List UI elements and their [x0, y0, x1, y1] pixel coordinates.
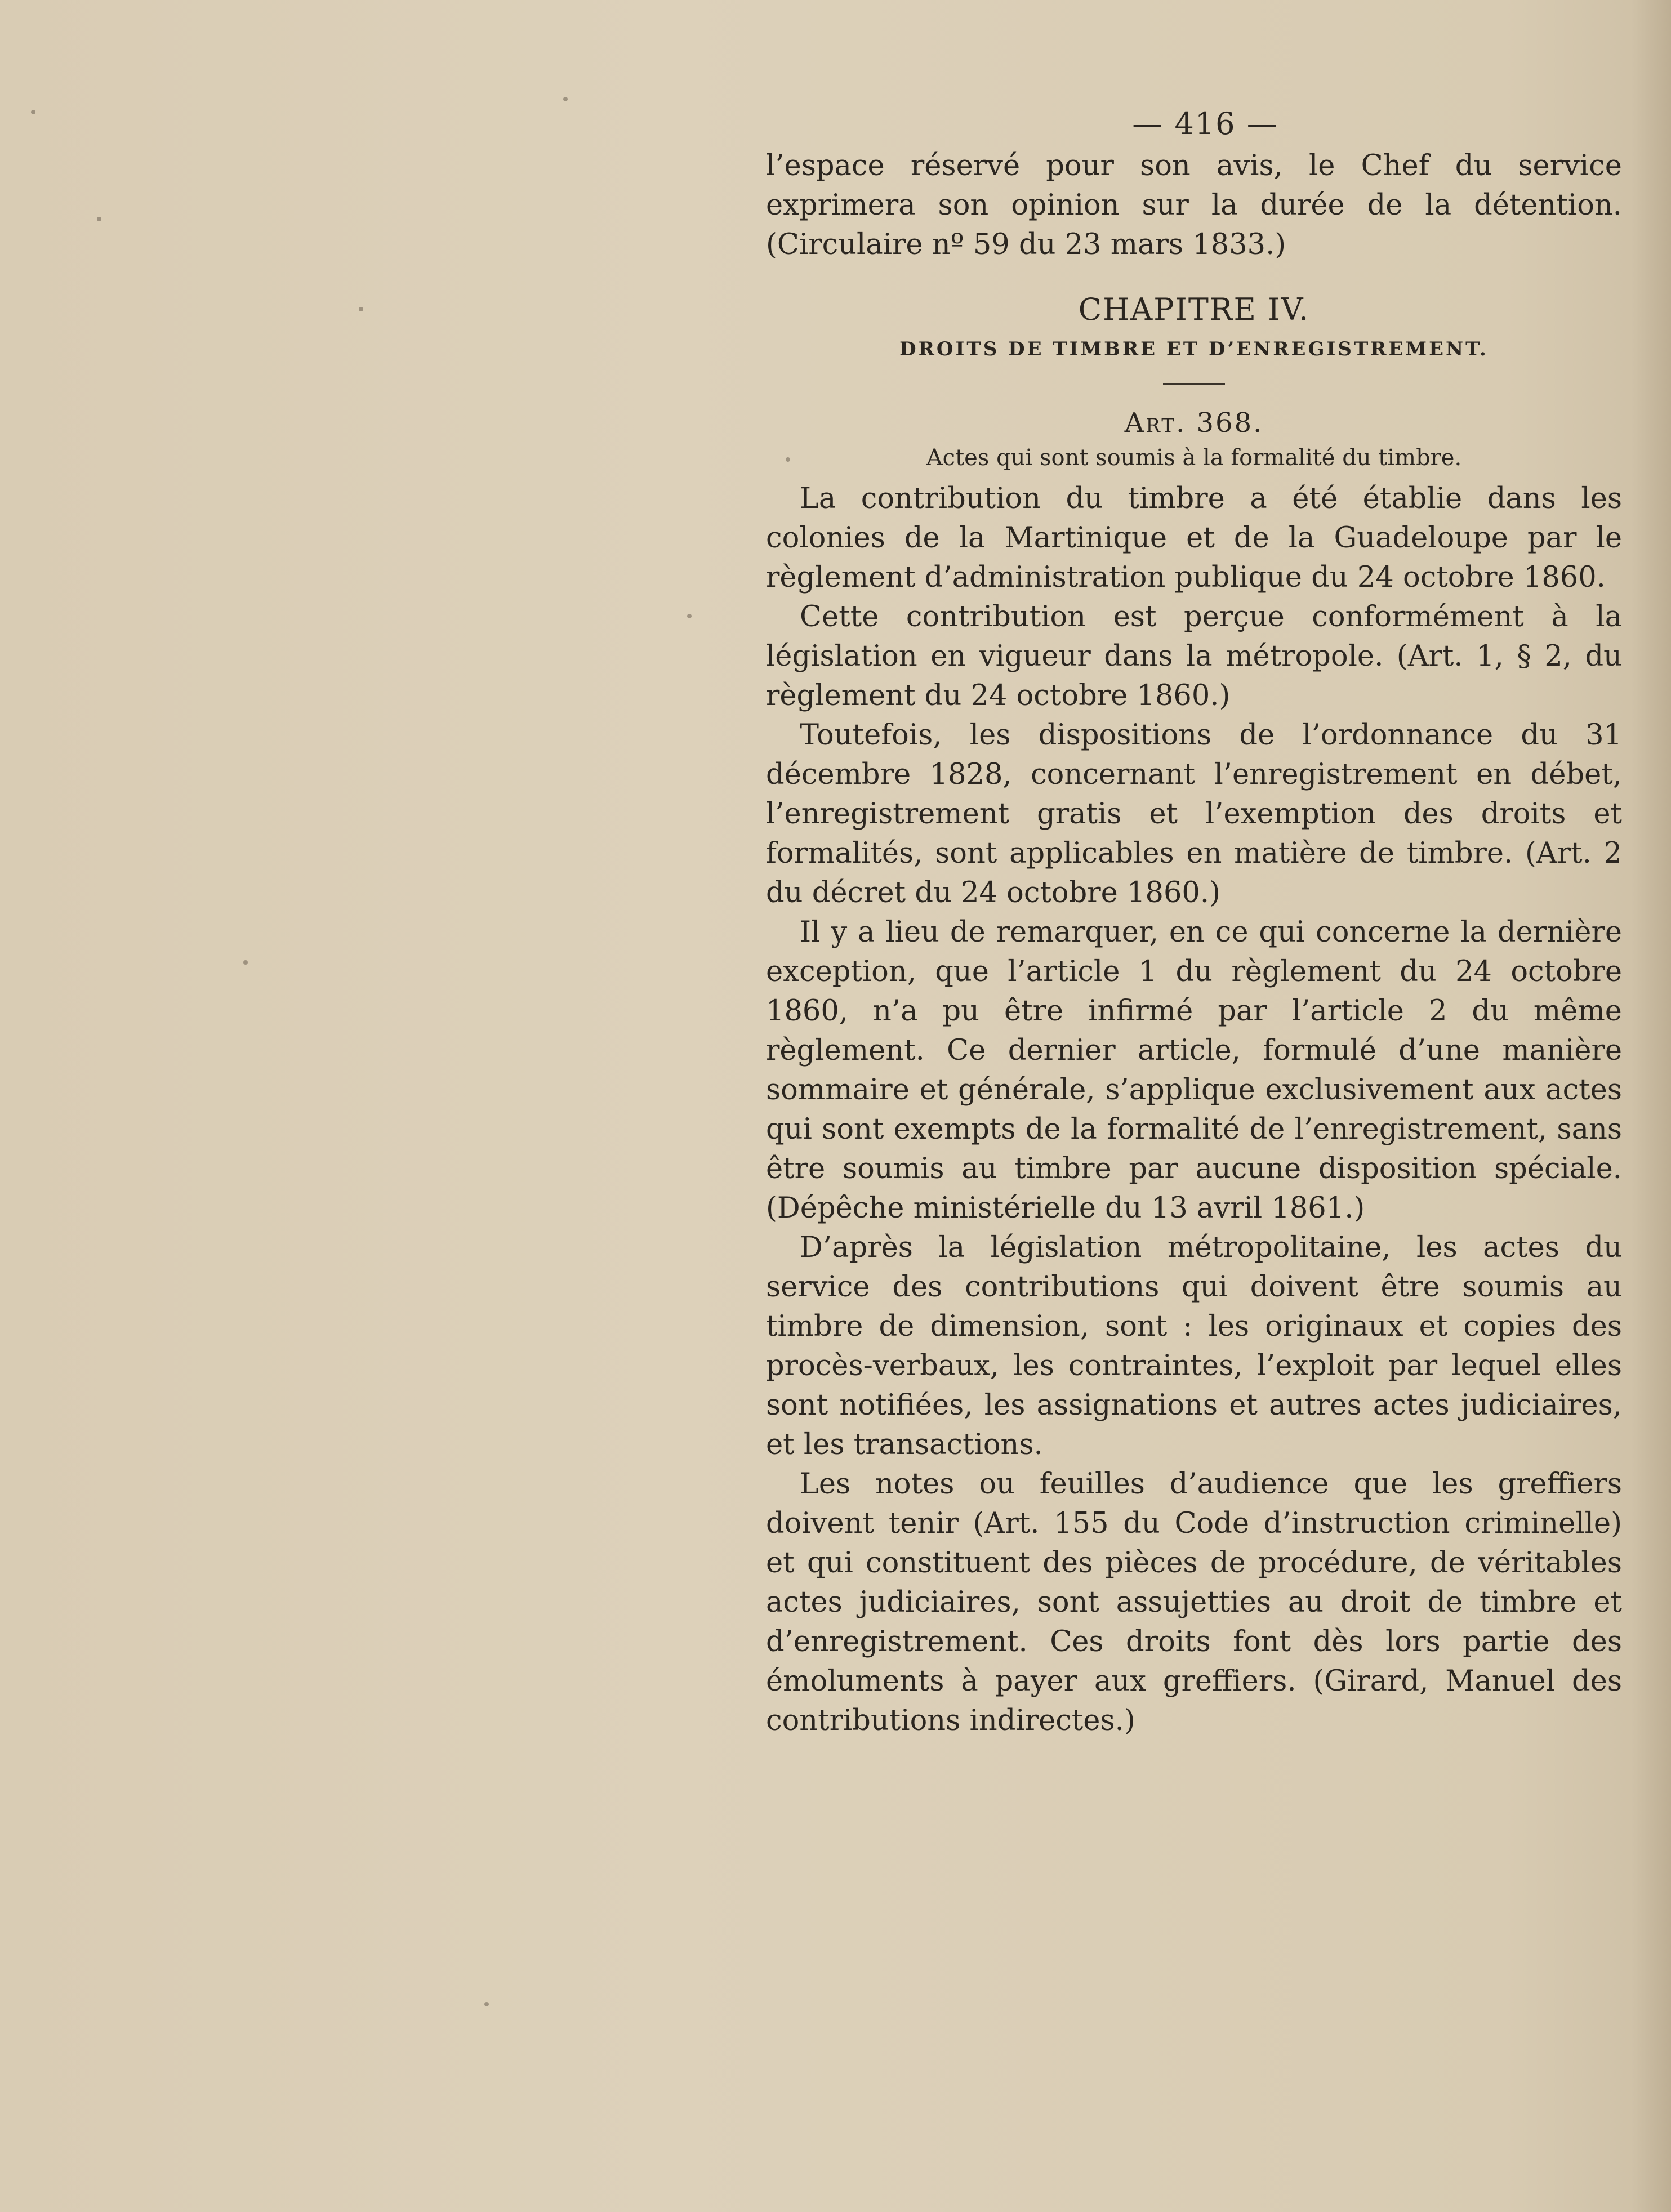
paper-speck [563, 97, 568, 101]
paper-speck [484, 2002, 489, 2006]
chapter-title: CHAPITRE IV. [1078, 292, 1310, 327]
article-subtitle: Actes qui sont soumis à la formalité du timbre. [926, 445, 1462, 471]
paragraph: Il y a lieu de remarquer, en ce qui concerne la dernière exception, que l’article 1 du règlement du 24 octobre 1860, n’a pu être infirmé par l’article 2 du même règlement. Ce dernier article, formulé d’une manière sommaire et générale, s’applique exclusivement aux actes qui sont exempts de la formalité de l’enregistrement, sans être soumis au timbre par aucune disposition spéciale. (Dépêche ministérielle du 13 avril 1861.) [766, 916, 1622, 1225]
text-column [766, 101, 1622, 1741]
body-text [766, 146, 1622, 265]
paragraph: Toutefois, les dispositions de l’ordonnance du 31 décembre 1828, concernant l’enregistrement en débet, l’enregistrement gratis et l’exemption des droits et formalités, sont applicables en matière de timbre. (Art. 2 du décret du 24 octobre 1860.) [766, 719, 1622, 909]
page-number: — 416 — [1132, 106, 1278, 141]
article-title: Art. 368. [1124, 407, 1264, 439]
paper-speck [31, 110, 35, 114]
paragraph: D’après la législation métropolitaine, les actes du service des contributions qui doivent être soumis au timbre de dimension, sont : les originaux et copies des procès-verbaux, les contraintes, l’exploit par lequel elles sont notifiées, les assignations et autres actes judiciaires, et les transactions. [766, 1231, 1622, 1461]
paper-speck [243, 960, 248, 965]
paragraph: Cette contribution est perçue conformément à la législation en vigueur dans la métropole. (Art. 1, § 2, du règlement du 24 octobre 1860.) [766, 600, 1622, 712]
intro-paragraph: l’espace réservé pour son avis, le Chef du service exprimera son opinion sur la durée de la détention. (Circulaire nº 59 du 23 mars 1833.) [766, 149, 1622, 261]
paragraph: Les notes ou feuilles d’audience que les greffiers doivent tenir (Art. 155 du Code d’instruction criminelle) et qui constituent des pièces de procédure, de véritables actes judiciaires, sont assujetties au droit de timbre et d’enregistrement. Ces droits font dès lors partie des émoluments à payer aux greffiers. (Girard, Manuel des contributions indirectes.) [766, 1468, 1622, 1737]
chapter-subtitle: DROITS DE TIMBRE ET D’ENREGISTREMENT. [899, 338, 1489, 360]
section-divider [1163, 383, 1225, 385]
paper-speck [687, 614, 692, 618]
page-edge-shadow [1632, 0, 1671, 2212]
paper-speck [97, 217, 101, 221]
paragraph: La contribution du timbre a été établie dans les colonies de la Martinique et de la Guadeloupe par le règlement d’administration publique du 24 octobre 1860. [766, 482, 1622, 594]
paper-speck [359, 307, 363, 311]
article-body [766, 479, 1622, 1741]
